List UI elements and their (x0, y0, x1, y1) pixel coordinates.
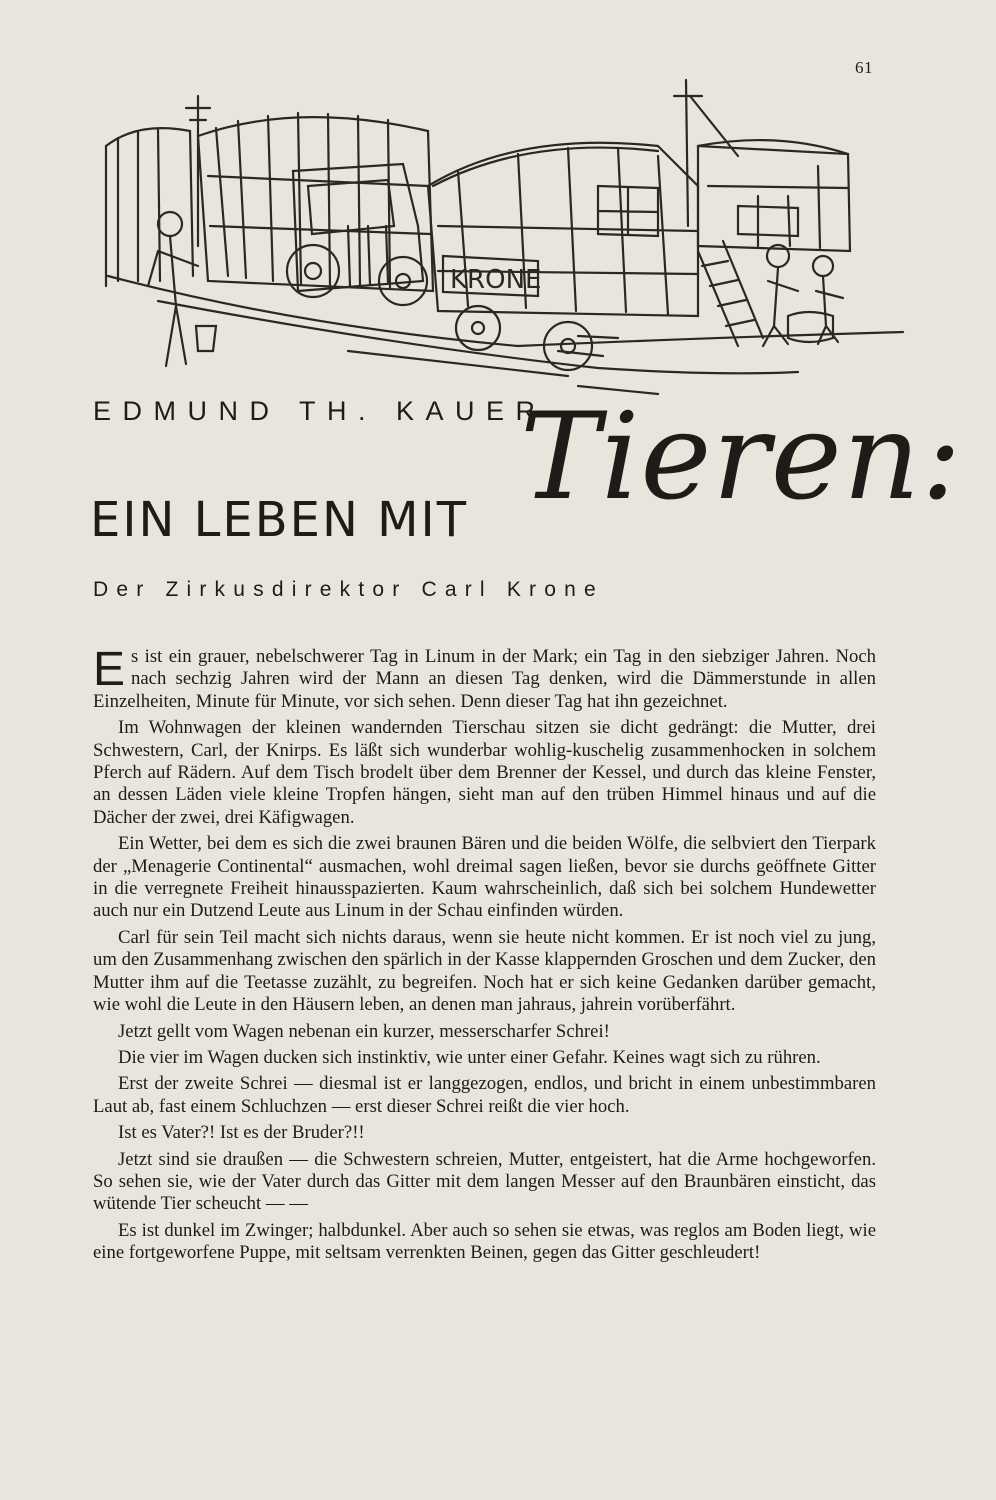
paragraph: Im Wohnwagen der kleinen wandernden Tierschau sitzen sie dicht gedrängt: die Mutter, drei Schwestern, Carl, der Knirps. Es läßt sich wunderbar wohlig-kuschelig zusammenhocken in solchem Pferch auf Rädern. Auf dem Tisch brodelt über dem Brenner der Kessel, und durch das kleine Fenster, an dessen Läden viele kleine Tropfen hängen, sieht man auf den trüben Himmel hinaus und auf die Dächer der zwei, drei Käfigwagen. (93, 717, 876, 828)
paragraph: Carl für sein Teil macht sich nichts daraus, wenn sie heute nicht kommen. Er ist noch viel zu jung, um den Zusammenhang zwischen den spärlich in der Kasse klappernden Groschen und dem Zucker, den Mutter ihm auf die Teetasse zuzählt, zu begreifen. Noch hat er sich keine Gedanken darüber gemacht, wie wohl die Leute in den Häusern leben, an denen man jahraus, jahrein vorüberfährt. (93, 926, 876, 1016)
paragraph: Es ist dunkel im Zwinger; halbdunkel. Aber auch so sehen sie etwas, was reglos am Boden liegt, wie eine fortgeworfene Puppe, mit seltsam verrenkten Beinen, gegen das Gitter geschleudert! (93, 1219, 876, 1264)
page-number: 61 (855, 58, 873, 77)
paragraph: Ist es Vater?! Ist es der Bruder?!! (118, 1122, 365, 1144)
paragraph: Erst der zweite Schrei — diesmal ist er langgezogen, endlos, und bricht in einem unbestimmbaren Laut ab, fast einem Schluchzen — erst dieser Schrei reißt die vier hoch. (93, 1073, 876, 1117)
paragraph (93, 643, 876, 713)
paragraph: Ein Wetter, bei dem es sich die zwei braunen Bären und die beiden Wölfe, die selbviert den Tierpark der „Menagerie Continental“ ausmachen, wohl dreimal sagen ließen, bevor sie durchs geöffnete Gitter in die verregnete Freiheit hinausspazierten. Kaum wahrscheinlich, daß sich bei solchem Hundewetter auch nur ein Dutzend Leute aus Linum in der Schau einfinden würden. (93, 833, 876, 922)
article-title-script: Tieren: (520, 388, 963, 527)
author-name: EDMUND TH. KAUER (93, 396, 547, 426)
paragraph: Jetzt gellt vom Wagen nebenan ein kurzer, messerscharfer Schrei! (118, 1020, 610, 1042)
article-body (93, 643, 876, 1269)
circus-wagons-illustration (98, 76, 908, 416)
paragraph: Die vier im Wagen ducken sich instinktiv, wie unter einer Gefahr. Keines wagt sich zu rühren. (118, 1046, 821, 1068)
article-title: EIN LEBEN MIT (90, 492, 469, 548)
svg-text:KRONE: KRONE (450, 265, 542, 295)
article-subtitle: Der Zirkusdirektor Carl Krone (93, 578, 604, 601)
paragraph: Jetzt sind sie draußen — die Schwestern schreien, Mutter, entgeistert, hat die Arme hochgeworfen. So sehen sie, wie der Vater durch das Gitter mit dem langen Messer auf den Braunbären einsticht, das wütende Tier scheucht — — (93, 1148, 876, 1215)
paragraph-text: s ist ein grauer, nebelschwerer Tag in Linum in der Mark; ein Tag in den siebziger Jahren. Noch nach sechzig Jahren wird der Mann an diesen Tag denken, wird die Dämmerstunde in allen Einzelheiten, Minute für Minute, vor sich sehen. Denn dieser Tag hat ihn gezeichnet. (93, 646, 876, 712)
dropcap: E (93, 643, 126, 696)
